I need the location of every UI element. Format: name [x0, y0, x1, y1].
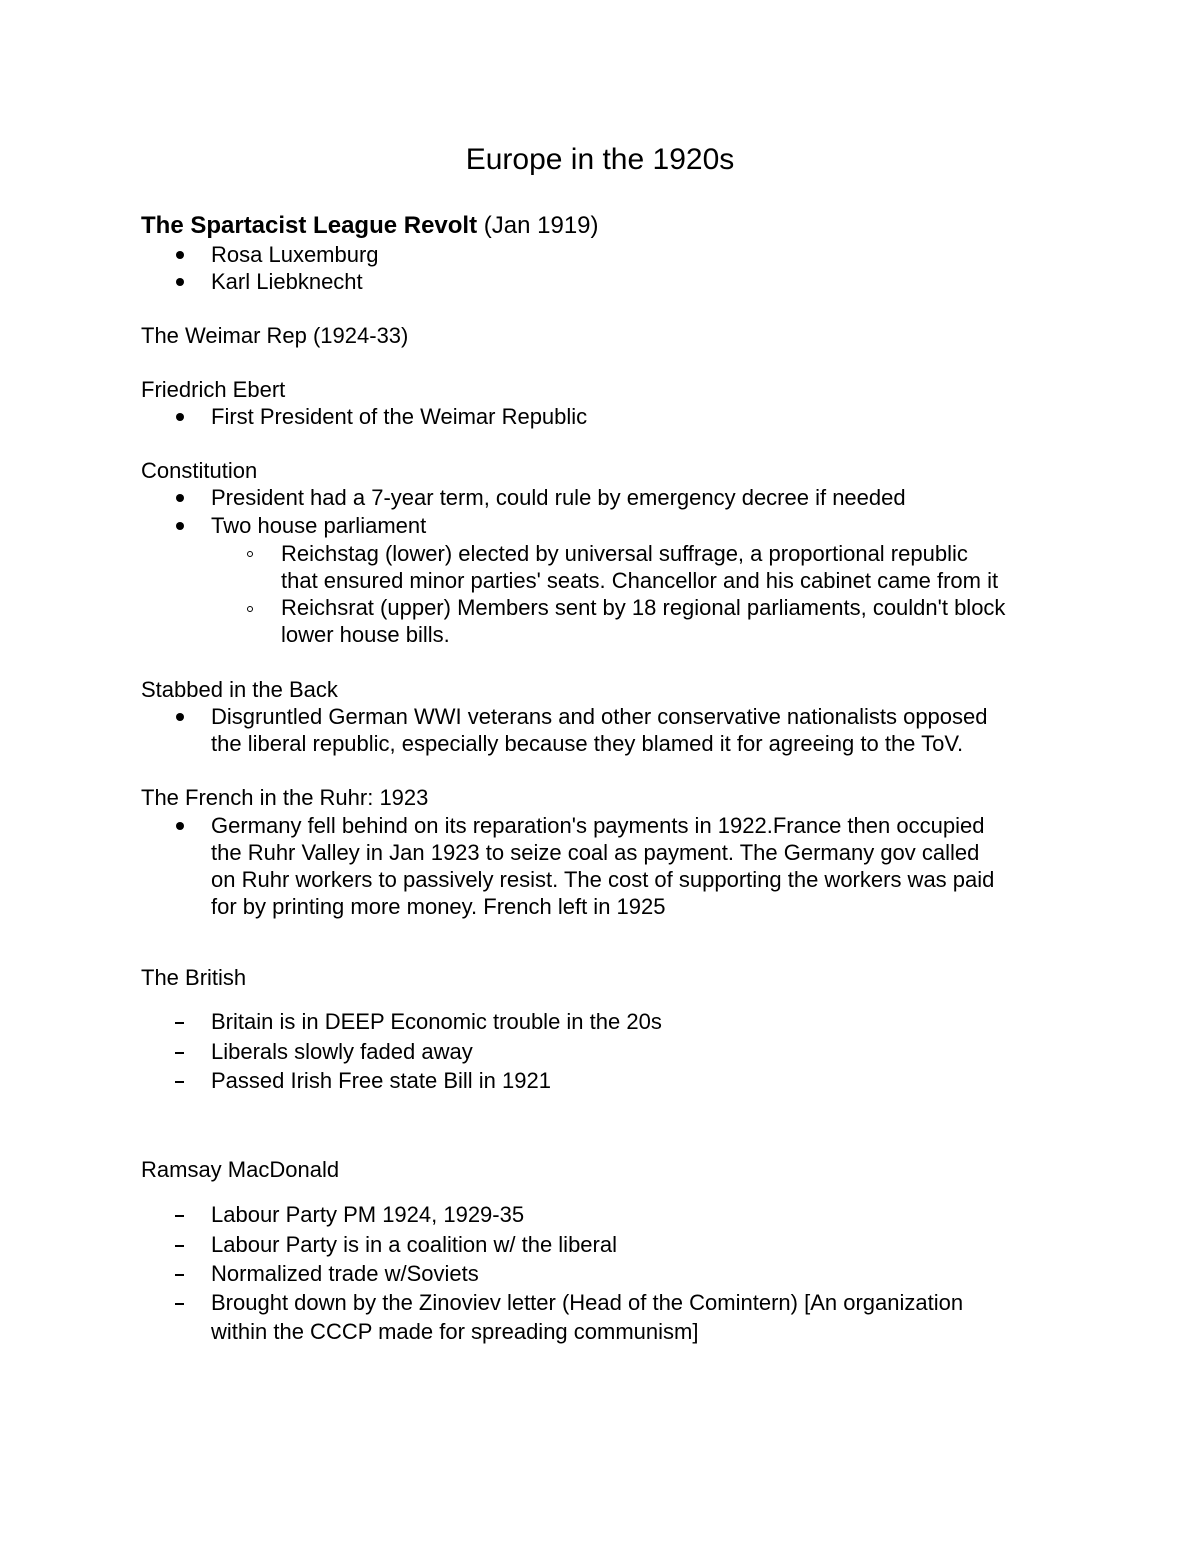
bullet-icon	[176, 278, 184, 286]
sub-list-item-line: lower house bills.	[281, 622, 450, 647]
bullet-icon	[176, 822, 184, 830]
list-item: Liberals slowly faded away	[211, 1039, 473, 1064]
section-heading-date: (Jan 1919)	[477, 212, 599, 239]
bullet-icon	[176, 713, 184, 721]
list-item: First President of the Weimar Republic	[211, 404, 588, 429]
section-heading-bold-text: The Spartacist League Revolt	[141, 212, 478, 239]
section-heading-ruhr: The French in the Ruhr: 1923	[141, 785, 429, 810]
section-heading-constitution: Constitution	[141, 458, 258, 483]
sub-list-item-line: that ensured minor parties' seats. Chancellor and his cabinet came from it	[281, 568, 999, 593]
bullet-icon	[176, 522, 184, 530]
section-heading-stabbed: Stabbed in the Back	[141, 677, 338, 702]
section-heading-spartacist	[141, 211, 599, 241]
bullet-icon	[176, 413, 184, 421]
section-heading-british: The British	[141, 965, 247, 990]
sub-list-item-line: Reichsrat (upper) Members sent by 18 regional parliaments, couldn't block	[281, 595, 1006, 620]
list-item: Two house parliament	[211, 513, 427, 538]
dash-bullet-icon	[175, 1274, 184, 1276]
dash-bullet-icon	[175, 1245, 184, 1247]
dash-bullet-icon	[175, 1215, 184, 1217]
section-heading-weimar: The Weimar Rep (1924-33)	[141, 323, 409, 348]
list-item-line: Disgruntled German WWI veterans and other conservative nationalists opposed	[211, 704, 988, 729]
list-item-line: Germany fell behind on its reparation's payments in 1922.France then occupied	[211, 813, 985, 838]
list-item: President had a 7-year term, could rule by emergency decree if needed	[211, 485, 906, 510]
list-item: Britain is in DEEP Economic trouble in the 20s	[211, 1009, 662, 1034]
list-item-line: within the CCCP made for spreading communism]	[211, 1319, 699, 1344]
list-item-line: for by printing more money. French left in 1925	[211, 894, 666, 919]
list-item: Normalized trade w/Soviets	[211, 1261, 479, 1286]
dash-bullet-icon	[175, 1081, 184, 1083]
sub-list-item-line: Reichstag (lower) elected by universal suffrage, a proportional republic	[281, 541, 968, 566]
list-item-line: on Ruhr workers to passively resist. The cost of supporting the workers was paid	[211, 867, 995, 892]
list-item: Karl Liebknecht	[211, 269, 363, 294]
page-title: Europe in the 1920s	[465, 143, 735, 176]
list-item: Rosa Luxemburg	[211, 242, 379, 267]
section-heading-macdonald: Ramsay MacDonald	[141, 1157, 340, 1182]
dash-bullet-icon	[175, 1052, 184, 1054]
list-item-line: the liberal republic, especially because they blamed it for agreeing to the ToV.	[211, 731, 964, 756]
list-item: Labour Party PM 1924, 1929-35	[211, 1202, 525, 1227]
list-item: Passed Irish Free state Bill in 1921	[211, 1068, 551, 1093]
list-item-line: Brought down by the Zinoviev letter (Head of the Comintern) [An organization	[211, 1290, 964, 1315]
bullet-icon	[176, 494, 184, 502]
sub-bullet-icon	[247, 551, 253, 557]
dash-bullet-icon	[175, 1303, 184, 1305]
bullet-icon	[176, 251, 184, 259]
list-item: Labour Party is in a coalition w/ the liberal	[211, 1232, 617, 1257]
section-heading-ebert: Friedrich Ebert	[141, 377, 286, 402]
sub-bullet-icon	[247, 606, 253, 612]
dash-bullet-icon	[175, 1022, 184, 1024]
list-item-line: the Ruhr Valley in Jan 1923 to seize coal as payment. The Germany gov called	[211, 840, 980, 865]
